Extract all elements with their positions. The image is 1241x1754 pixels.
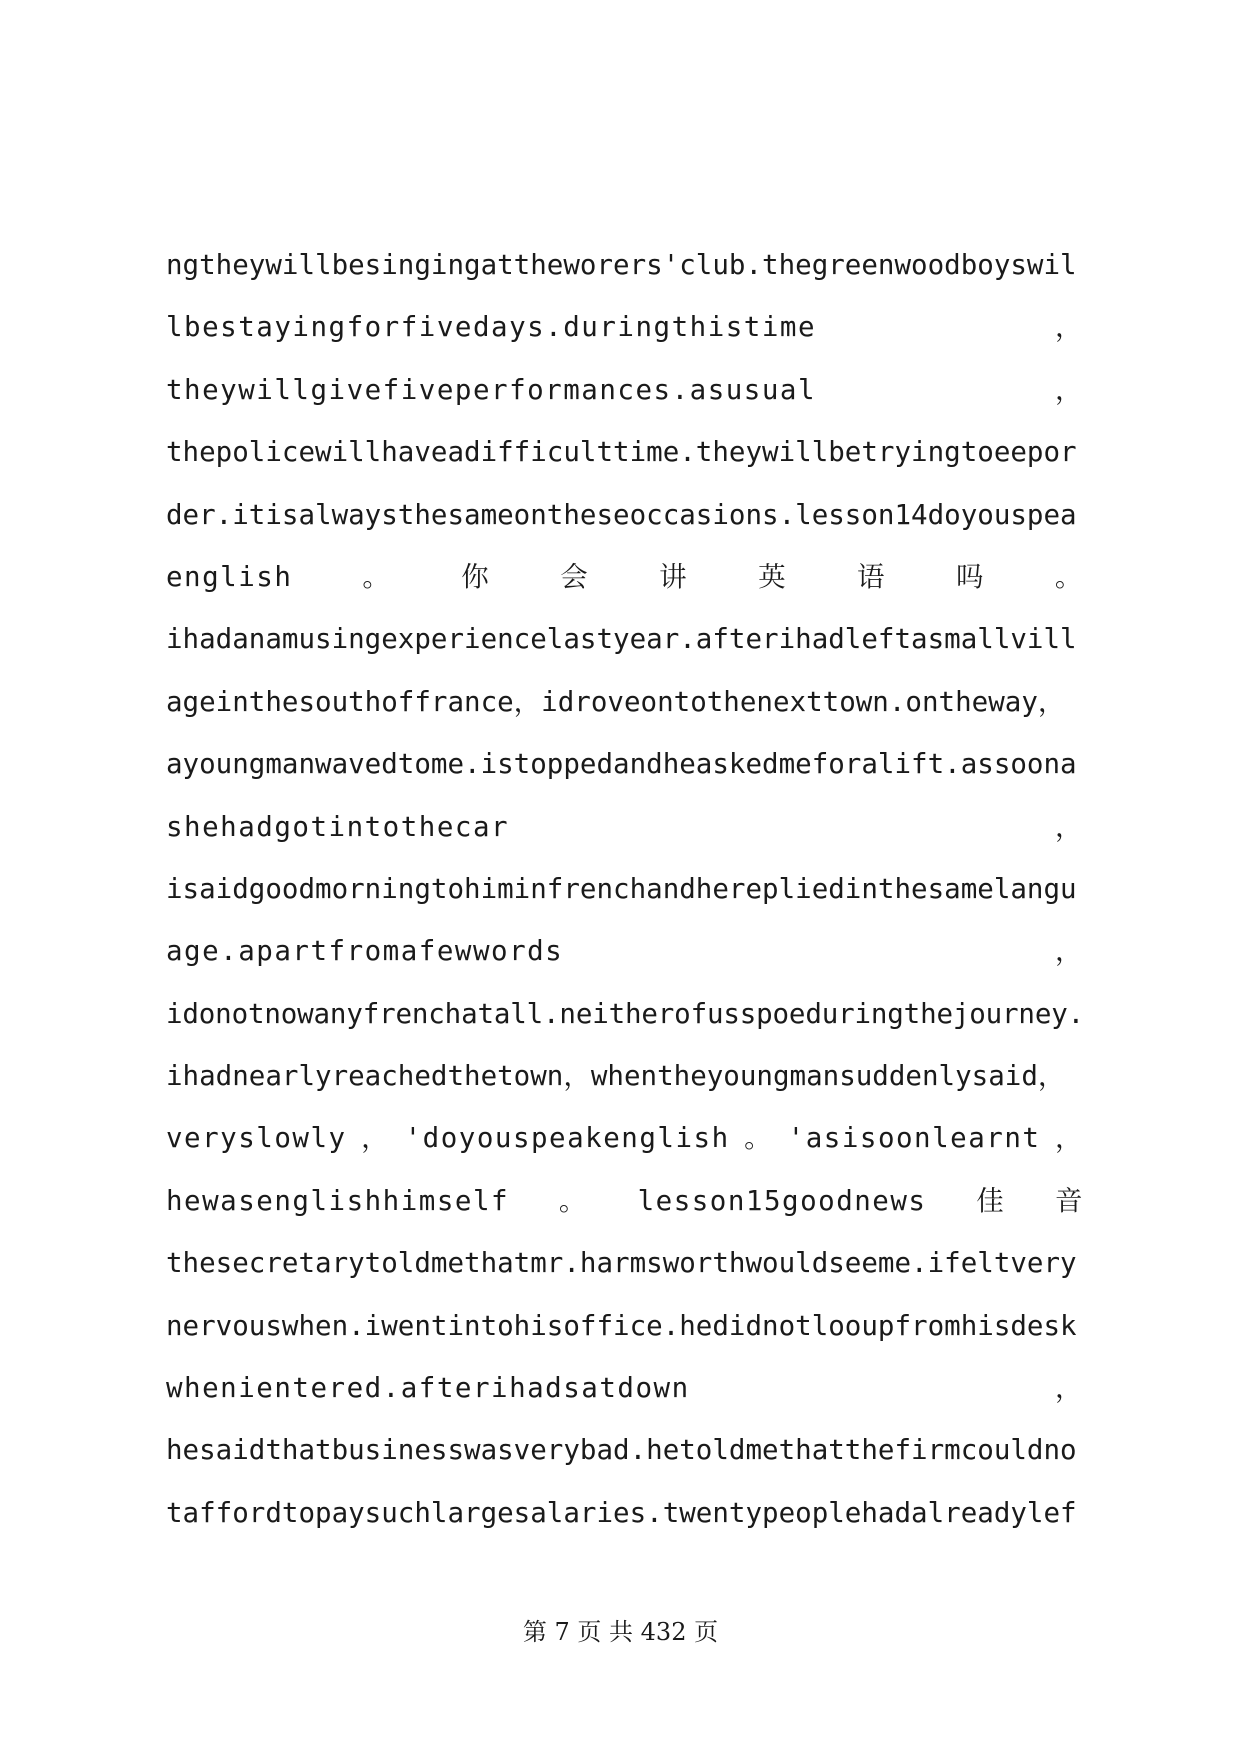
text-segment: 'asisoonlearnt: [787, 1122, 1041, 1155]
text-line: [166, 1107, 1084, 1169]
text-line: thesecretarytoldmethatmr.harmsworthwouldseeme.ifeltvery: [166, 1247, 1077, 1280]
body-text: [166, 234, 1084, 1544]
text-line: nervouswhen.iwentintohisoffice.hedidnotlooupfromhisdesk: [166, 1309, 1077, 1342]
text-line: ihadanamusingexperiencelastyear.afterihadleftasmallvill: [166, 623, 1077, 656]
text-line: [166, 1170, 1084, 1232]
text-line: ihadnearlyreachedthetown，whentheyoungmansuddenlysaid，: [166, 1060, 1066, 1093]
text-segment: lbestayingforfivedays.duringthistime: [166, 311, 817, 344]
text-segment: theywillgivefiveperformances.asusual: [166, 373, 817, 406]
text-line: [166, 920, 1084, 982]
text-line: [166, 796, 1084, 858]
text-line: taffordtopaysuchlargesalaries.twentypeoplehadalreadylef: [166, 1496, 1077, 1529]
text-line: ayoungmanwavedtome.istoppedandheaskedmeforalift.assoona: [166, 748, 1077, 781]
text-segment: 讲: [659, 560, 689, 593]
text-line: ageinthesouthoffrance，idroveontothenexttown.ontheway，: [166, 685, 1066, 718]
text-line: thepolicewillhaveadifficulttime.theywillbetryingtoeepor: [166, 436, 1077, 469]
text-segment: veryslowly: [166, 1122, 347, 1155]
text-segment: ，: [1054, 1122, 1084, 1155]
text-segment: 语: [857, 560, 887, 593]
text-segment: 佳: [976, 1184, 1006, 1217]
text-segment: hewasenglishhimself: [166, 1184, 510, 1217]
text-segment: 英: [758, 560, 788, 593]
text-segment: ，: [1055, 935, 1084, 968]
text-segment: 。: [362, 560, 392, 593]
text-segment: whenientered.afterihadsatdown: [166, 1372, 690, 1405]
text-segment: 。: [744, 1122, 774, 1155]
text-segment: ，: [361, 1122, 391, 1155]
text-segment: ，: [1055, 373, 1084, 406]
text-line: ngtheywillbesingingattheworers'club.thegreenwoodboyswil: [166, 249, 1077, 281]
text-segment: 会: [560, 560, 590, 593]
page-footer: 第 7 页 共 432 页: [522, 1618, 719, 1646]
text-segment: ，: [1055, 1372, 1084, 1405]
text-segment: lesson15goodnews: [637, 1184, 927, 1217]
text-line: [166, 296, 1084, 358]
text-segment: ，: [1055, 311, 1084, 344]
text-segment: shehadgotintothecar: [166, 810, 510, 843]
text-line: [166, 1357, 1084, 1419]
text-line: der.itisalwaysthesameontheseoccasions.lesson14doyouspea: [166, 498, 1077, 531]
text-line: [166, 546, 1084, 608]
text-segment: 吗: [955, 560, 985, 593]
text-segment: 音: [1054, 1184, 1084, 1217]
text-segment: age.apartfromafewwords: [166, 935, 564, 968]
text-segment: 'doyouspeakenglish: [404, 1122, 730, 1155]
text-line: hesaidthatbusinesswasverybad.hetoldmethatthefirmcouldno: [166, 1434, 1077, 1467]
text-segment: 你: [461, 560, 491, 593]
text-line: idonotnowanyfrenchatall.neitherofusspoeduringthejourney.: [166, 997, 1084, 1030]
text-line: [166, 359, 1084, 421]
text-segment: english: [166, 560, 293, 593]
text-line: isaidgoodmorningtohiminfrenchandherepliedinthesamelangu: [166, 872, 1077, 905]
text-segment: 。: [1054, 560, 1084, 593]
text-segment: 。: [558, 1184, 588, 1217]
text-segment: ，: [1055, 810, 1084, 843]
